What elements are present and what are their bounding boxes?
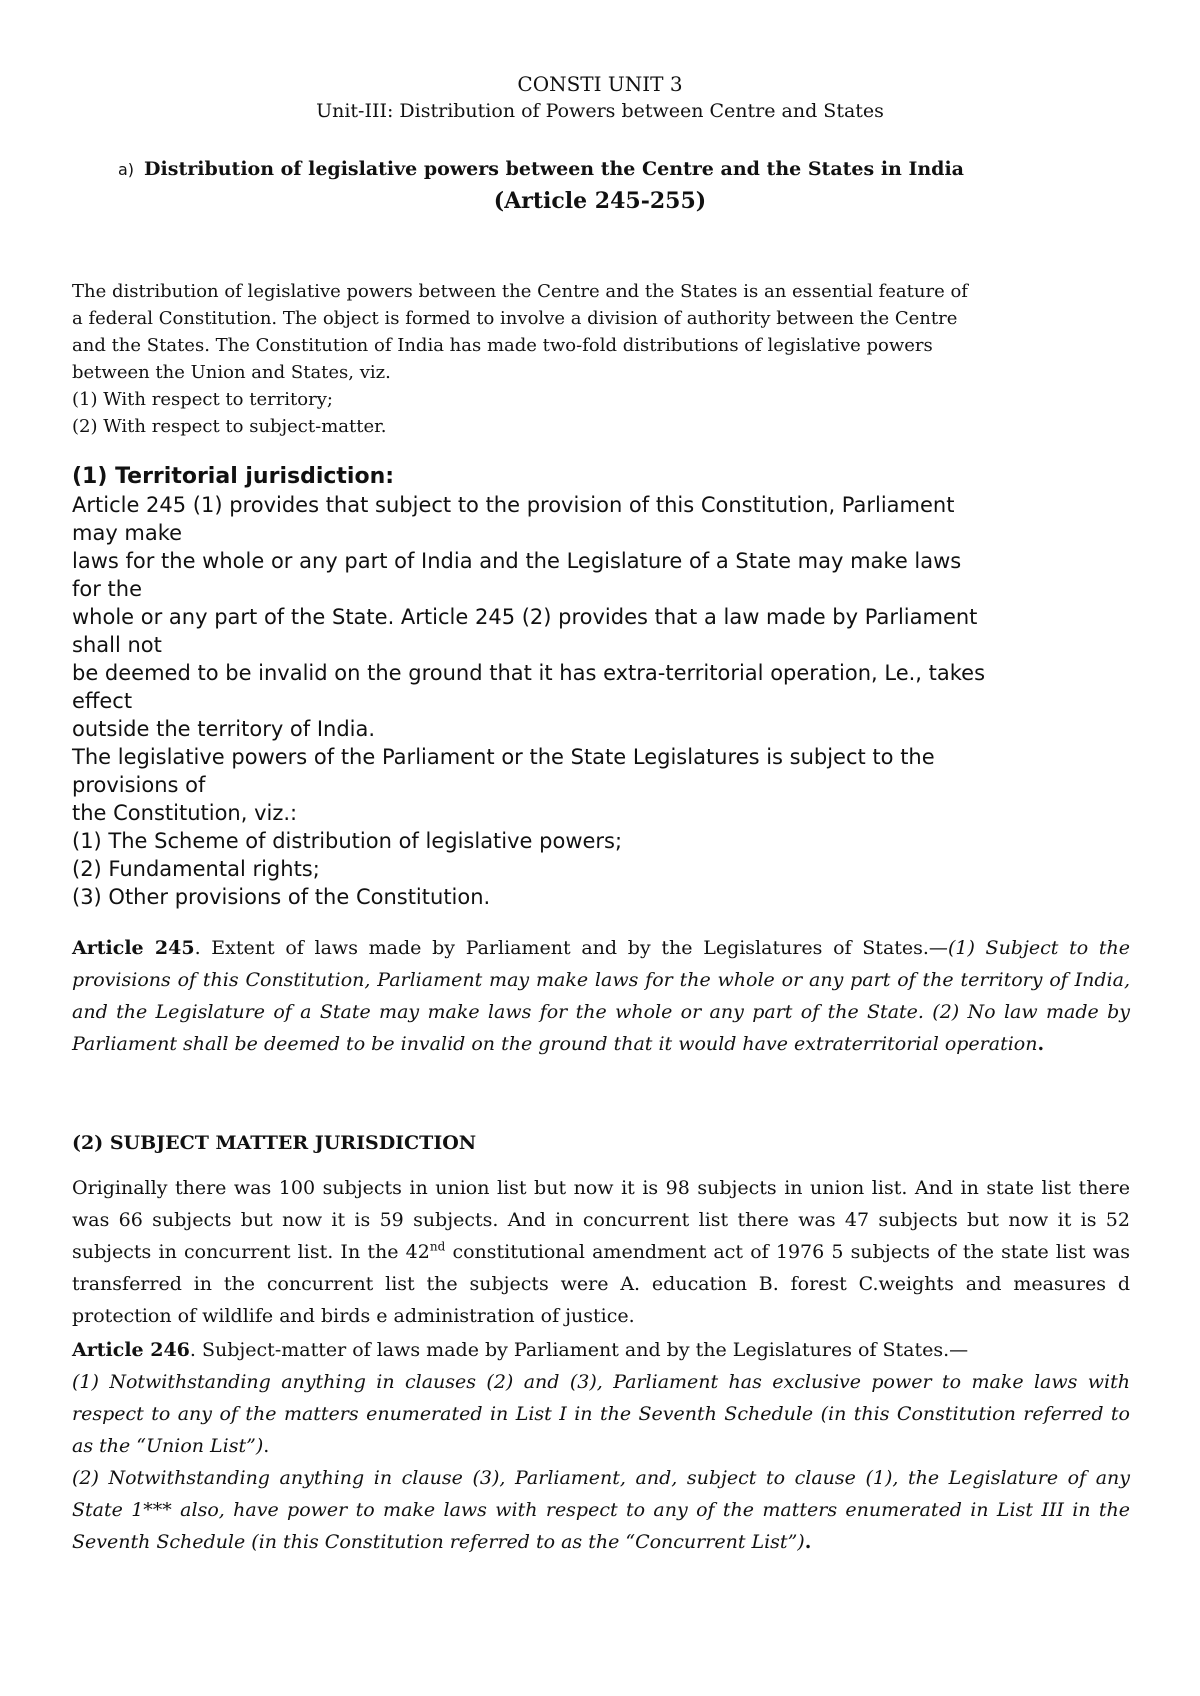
article-245-end: .	[1037, 1033, 1045, 1055]
article-246-label: Article 246	[72, 1339, 190, 1361]
territorial-line: Article 245 (1) provides that subject to the provision of this Constitution, Parliament	[72, 493, 955, 517]
subject-matter-heading: (2) SUBJECT MATTER JURISDICTION	[72, 1132, 477, 1154]
territorial-section	[72, 463, 1142, 911]
territorial-line: may make	[72, 521, 183, 545]
section-a-marker: a)	[118, 160, 135, 179]
territorial-line: outside the territory of India.	[72, 717, 376, 741]
article-range-heading: (Article 245-255)	[493, 188, 707, 214]
territorial-line: be deemed to be invalid on the ground that it has extra-territorial operation, Le., takes	[72, 661, 986, 685]
article-245-paragraph	[72, 932, 1130, 1060]
document-title: CONSTI UNIT 3	[517, 72, 683, 96]
intro-line: The distribution of legislative powers between the Centre and the States is an essential feature of	[72, 281, 968, 302]
section-a-heading-text: Distribution of legislative powers between the Centre and the States in India	[144, 158, 964, 180]
section-a-heading	[118, 158, 964, 180]
article-246-clause-1	[72, 1366, 1130, 1462]
intro-line: and the States. The Constitution of India has made two-fold distributions of legislative powers	[72, 335, 933, 356]
territorial-line: (3) Other provisions of the Constitution.	[72, 885, 491, 909]
territorial-line: effect	[72, 689, 133, 713]
article-246-block	[72, 1334, 1130, 1558]
territorial-heading: (1) Territorial jurisdiction:	[72, 464, 395, 489]
territorial-line: (1) The Scheme of distribution of legislative powers;	[72, 829, 623, 853]
article-246-clause-2-text: (2) Notwithstanding anything in clause (3), Parliament, and, subject to clause (1), the Legislature of any State 1*** also, have power to make laws with respect to any of the matters enumerated in List III in the Seventh Schedule (in this Constitution referred to as the “Concurrent List”)	[72, 1467, 1130, 1553]
article-246-clause-2-end: .	[804, 1531, 812, 1553]
subject-matter-text: Originally there was 100 subjects in union list but now it is 98 subjects in union list. And in state list there was 66 subjects but now it is 59 subjects. And in concurrent list there was 47 subjects but now it is 52 subjects in concurrent list. In the 42	[72, 1177, 1130, 1263]
territorial-line: The legislative powers of the Parliament or the State Legislatures is subject to the	[72, 745, 935, 769]
document-subtitle: Unit-III: Distribution of Powers between Centre and States	[316, 100, 884, 122]
ordinal-superscript: nd	[429, 1239, 446, 1254]
article-246-title: . Subject-matter of laws made by Parliament and by the Legislatures of States.—	[189, 1339, 969, 1361]
article-245-title: . Extent of laws made by Parliament and by the Legislatures of States.—	[194, 937, 948, 959]
intro-line: between the Union and States, viz.	[72, 362, 391, 383]
subject-matter-text-continued: constitutional amendment act of 1976 5 subjects of the state list was transferred in the concurrent list the subjects were A. education B. forest C.weights and measures d protection of wildlife and birds e administration of justice.	[72, 1241, 1131, 1327]
territorial-line: whole or any part of the State. Article 245 (2) provides that a law made by Parliament	[72, 605, 978, 629]
article-246-heading	[72, 1334, 1130, 1366]
territorial-line: provisions of	[72, 773, 206, 797]
article-246-clause-1-end: .	[263, 1435, 270, 1457]
article-245-text: (1) Subject to the provisions of this Constitution, Parliament may make laws for the whole or any part of the territory of India, and the Legislature of a State may make laws for the whole or any part of the State. (2) No law made by Parliament shall be deemed to be invalid on the ground that it would have extraterritorial operation	[72, 937, 1130, 1055]
territorial-line: shall not	[72, 633, 162, 657]
article-246-clause-2	[72, 1462, 1130, 1558]
territorial-line: laws for the whole or any part of India and the Legislature of a State may make laws	[72, 549, 962, 573]
territorial-line: for the	[72, 577, 143, 601]
intro-line: (2) With respect to subject-matter.	[72, 416, 387, 437]
article-246-clause-1-text: (1) Notwithstanding anything in clauses (2) and (3), Parliament has exclusive power to make laws with respect to any of the matters enumerated in List I in the Seventh Schedule (in this Constitution referred to as the “Union List”)	[72, 1371, 1130, 1457]
article-245-label: Article 245	[72, 937, 195, 959]
territorial-line: (2) Fundamental rights;	[72, 857, 320, 881]
subject-matter-paragraph	[72, 1172, 1130, 1332]
territorial-line: the Constitution, viz.:	[72, 801, 298, 825]
intro-line: a federal Constitution. The object is formed to involve a division of authority between the Centre	[72, 308, 958, 329]
intro-paragraph	[72, 278, 1072, 440]
intro-line: (1) With respect to territory;	[72, 389, 333, 410]
